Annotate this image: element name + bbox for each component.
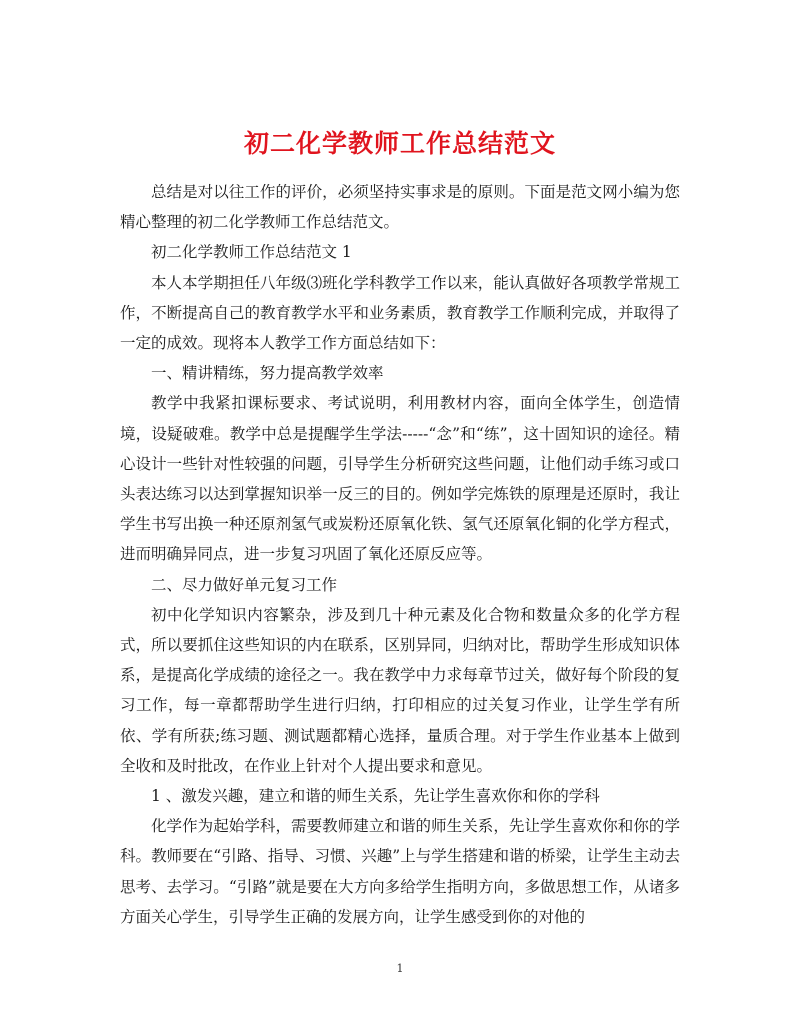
- body-paragraph: 初中化学知识内容繁杂，涉及到几十种元素及化合物和数量众多的化学方程式，所以要抓住这些知识的内在联系，区别异同，归纳对比，帮助学生形成知识体系，是提高化学成绩的途径之一。我在教学中力求每章节过关，做好每个阶段的复习工作，每一章都帮助学生进行归纳，打印相应的过关复习作业，让学生学有所依、学有所获;练习题、测试题都精心选择，量质合理。对于学生作业基本上做到全收和及时批改，在作业上针对个人提出要求和意见。: [120, 605, 680, 775]
- page-number: 1: [396, 962, 404, 975]
- subheading-1: 一、精讲精练，努力提高教学效率: [151, 364, 384, 383]
- document-body: [120, 177, 680, 932]
- subheading-2: 二、尽力做好单元复习工作: [151, 575, 338, 594]
- body-paragraph: 教学中我紧扣课标要求、考试说明，利用教材内容，面向全体学生，创造情境，设疑破难。教学中总是提醒学生学法-----“念”和“练”，这十固知识的途径。精心设计一些针对性较强的问题，引导学生分析研究这些问题，让他们动手练习或口头表达练习以达到掌握知识举一反三的目的。例如学完炼铁的原理是还原时，我让学生书写出换一种还原剂氢气或炭粉还原氧化铁、氢气还原氧化铜的化学方程式，进而明确异同点，进一步复习巩固了氧化还原反应等。: [120, 394, 680, 564]
- document-title: 初二化学教师工作总结范文: [243, 128, 556, 158]
- body-paragraph: 本人本学期担任八年级⑶班化学科教学工作以来，能认真做好各项教学常规工作，不断提高自己的教育教学水平和业务素质，教育教学工作顺利完成，并取得了一定的成效。现将本人教学工作方面总结如下：: [120, 273, 680, 353]
- body-paragraph: 化学作为起始学科，需要教师建立和谐的师生关系，先让学生喜欢你和你的学科。教师要在“引路、指导、习惯、兴趣”上与学生搭建和谐的桥梁，让学生主动去思考、去学习。“引路”就是要在大方向多给学生指明方向，多做思想工作，从诸多方面关心学生，引导学生正确的发展方向，让学生感受到你的对他的: [120, 817, 680, 926]
- numbered-point-1: 1 、激发兴趣，建立和谐的师生关系，先让学生喜欢你和你的学科: [151, 787, 600, 806]
- intro-paragraph: 总结是对以往工作的评价，必须坚持实事求是的原则。下面是范文网小编为您精心整理的初二化学教师工作总结范文。: [120, 183, 680, 232]
- section-heading-1: 初二化学教师工作总结范文 1: [151, 243, 352, 262]
